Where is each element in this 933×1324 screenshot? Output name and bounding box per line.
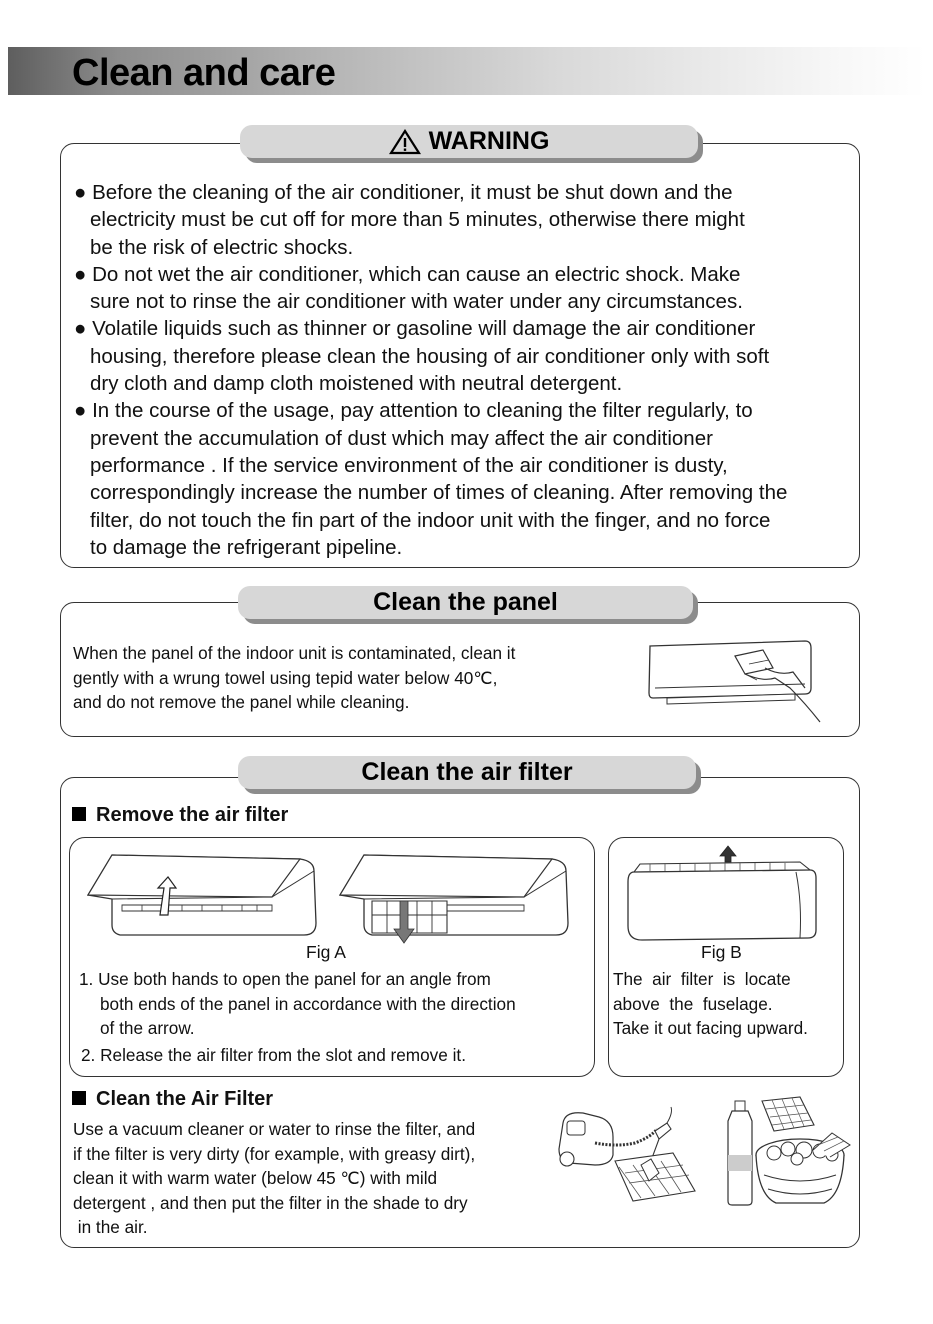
clean-filter-text <box>73 1117 475 1240</box>
clean-filter-line: clean it with warm water (below 45 ℃) with mild <box>73 1168 438 1188</box>
fig-a-line: of the arrow. <box>100 1018 195 1038</box>
warning-title: WARNING <box>428 127 550 155</box>
clean-filter-line: Use a vacuum cleaner or water to rinse the filter, and <box>73 1119 476 1139</box>
filter-title: Clean the air filter <box>361 758 573 786</box>
warning-line: to damage the refrigerant pipeline. <box>90 535 403 559</box>
warning-line: ● Do not wet the air conditioner, which can cause an electric shock. Make <box>74 262 741 286</box>
panel-line: and do not remove the panel while cleaning. <box>73 692 410 712</box>
panel-title: Clean the panel <box>373 588 558 616</box>
warning-line: ● Volatile liquids such as thinner or gasoline will damage the air conditioner <box>74 317 756 341</box>
clean-filter-line: in the air. <box>73 1217 148 1237</box>
warning-line: electricity must be cut off for more than 5 minutes, otherwise there might <box>90 208 745 232</box>
page-title: Clean and care <box>72 52 336 94</box>
clean-filter-line: if the filter is very dirty (for example, with greasy dirt), <box>73 1143 476 1164</box>
fig-a-text <box>79 967 516 1067</box>
fig-a-line: 2. Release the air filter from the slot and remove it. <box>81 1044 466 1065</box>
panel-text <box>73 641 515 715</box>
panel-line: When the panel of the indoor unit is contaminated, clean it <box>73 643 516 663</box>
clean-filter-heading-text: Clean the Air Filter <box>96 1088 274 1110</box>
fig-a-line: both ends of the panel in accordance with the direction <box>100 993 516 1014</box>
vacuum-cleaner-illustration <box>555 1103 705 1208</box>
fig-a-label: Fig A <box>306 942 346 962</box>
clean-filter-line: detergent , and then put the filter in the shade to dry <box>73 1192 468 1213</box>
clean-filter-heading <box>72 1088 273 1111</box>
panel-cleaning-illustration <box>645 638 825 728</box>
remove-filter-heading <box>72 804 288 827</box>
fig-b-illustration <box>620 842 825 942</box>
fig-a-illustration <box>82 843 582 948</box>
arrow-up-icon <box>720 846 736 862</box>
warning-header <box>240 125 698 158</box>
fig-b-text <box>613 967 808 1041</box>
warning-line: ● Before the cleaning of the air conditioner, it must be shut down and the <box>74 181 733 204</box>
panel-line: gently with a wrung towel using tepid water below 40℃, <box>73 667 498 688</box>
fig-b-line: Take it out facing upward. <box>613 1018 808 1038</box>
fig-a-line: 1. Use both hands to open the panel for an angle from <box>79 969 491 989</box>
warning-line: sure not to rinse the air conditioner with water under any circumstances. <box>90 290 743 314</box>
fig-b-line: above the fuselage. <box>613 993 773 1014</box>
warning-line: correspondingly increase the number of times of cleaning. After removing the <box>90 481 788 505</box>
warning-text <box>74 179 787 561</box>
warning-line: be the risk of electric shocks. <box>90 235 354 259</box>
remove-filter-heading-text: Remove the air filter <box>96 804 289 826</box>
warning-line: dry cloth and damp cloth moistened with neutral detergent. <box>90 372 623 396</box>
warning-line: prevent the accumulation of dust which may affect the air conditioner <box>90 426 713 450</box>
fig-b-label: Fig B <box>701 942 742 962</box>
warning-line: performance . If the service environment of the air conditioner is dusty, <box>90 453 728 477</box>
warning-line: housing, therefore please clean the housing of air conditioner only with soft <box>90 344 770 368</box>
filter-header <box>238 756 696 789</box>
warning-triangle-icon <box>389 129 421 155</box>
warning-line: filter, do not touch the fin part of the indoor unit with the finger, and no force <box>90 508 771 532</box>
washing-basin-illustration <box>722 1095 857 1210</box>
square-bullet-icon <box>72 1091 86 1105</box>
warning-line: ● In the course of the usage, pay attention to cleaning the filter regularly, to <box>74 399 753 423</box>
square-bullet-icon <box>72 807 86 821</box>
panel-header <box>238 586 693 619</box>
fig-b-line: The air filter is locate <box>613 969 791 989</box>
